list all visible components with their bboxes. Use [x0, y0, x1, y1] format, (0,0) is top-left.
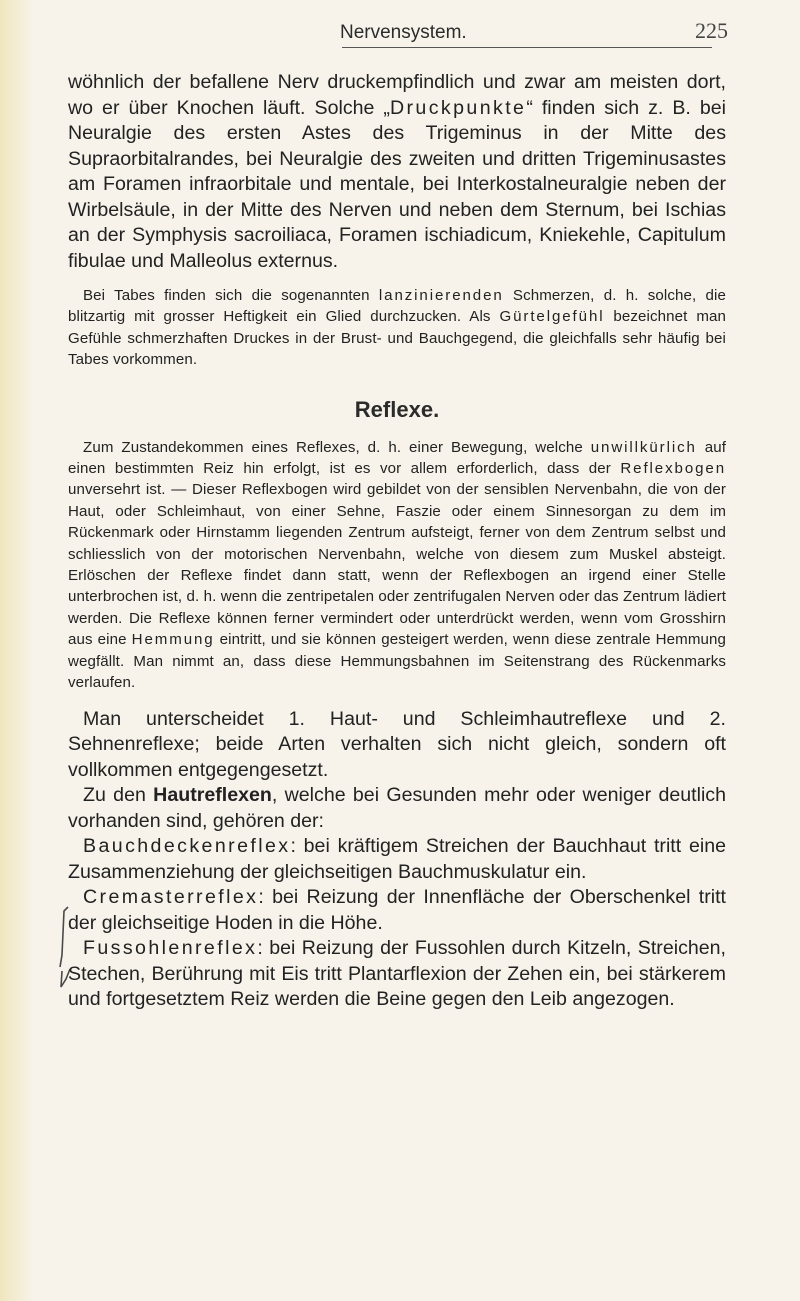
- paragraph-tabes: Bei Tabes finden sich die sogenannten lanzinierenden Schmerzen, d. h. solche, die blitzartig mit grosser Heftigkeit ein Glied durchzucken. Als Gürtelgefühl bezeichnet man Gefühle schmerzhaften Druckes in der Brust- und Bauchgegend, die gleichfalls sehr häufig bei Tabes vorkommen.: [68, 287, 726, 369]
- running-head: Nervensystem.: [340, 22, 467, 43]
- paragraph-fussohlenreflex: Fussohlenreflex: bei Reizung der Fussohlen durch Kitzeln, Streichen, Stechen, Berührung mit Eis tritt Plantarflexion der Zehen ein, bei stärkerem und fortgesetztem Reiz werden die Beine gegen den Leib angezogen.: [68, 937, 726, 1010]
- page-edge: [0, 0, 34, 1301]
- header-rule: [342, 47, 712, 48]
- term-hautreflexen: Hautreflexen: [153, 784, 272, 806]
- paragraph-druckpunkte: wöhnlich der befallene Nerv druckempfindlich und zwar am meisten dort, wo er über Knochen läuft. Solche „Druckpunkte“ finden sich z. B. bei Neuralgie des ersten Astes des Trigeminus in der Mitte des Supraorbitalrandes, bei Neuralgie des zweiten und dritten Trigeminusastes am Foramen infraorbitale und mentale, bei Interkostalneuralgie neben der Wirbelsäule, in der Mitte des Nerven und neben dem Sternum, bei Ischias an der Symphysis sacroiliaca, Foramen ischiadicum, Kniekehle, Capitulum fibulae und Malleolus externus.: [68, 71, 726, 272]
- term-bauchdeckenreflex: Bauchdeckenreflex: [83, 835, 291, 857]
- term-druckpunkte: Druckpunkte: [389, 96, 527, 119]
- term-reflexbogen: Reflexbogen: [620, 460, 726, 478]
- term-lanzinierenden: lanzinierenden: [378, 287, 504, 304]
- term-fussohlenreflex: Fussohlenreflex: [83, 937, 258, 959]
- paragraph-hautreflexe: Zu den Hautreflexen, welche bei Gesunden mehr oder weniger deutlich vorhanden sind, gehören der:: [68, 784, 726, 832]
- paragraph-bauchdeckenreflex: Bauchdeckenreflex: bei kräftigem Streichen der Bauchhaut tritt eine Zusammenziehung der gleichseitigen Bauchmuskulatur ein.: [68, 835, 726, 883]
- term-unwillkuerlich: unwillkürlich: [590, 438, 697, 456]
- page-number: 225: [695, 18, 728, 43]
- section-heading-reflexe: Reflexe.: [354, 396, 440, 422]
- paragraph-reflex-types: Man unterscheidet 1. Haut- und Schleimhautreflexe und 2. Sehnenreflexe; beide Arten verhalten sich nicht gleich, sondern oft vollkommen entgegengesetzt.: [68, 707, 726, 781]
- paragraph-cremasterreflex: Cremasterreflex: bei Reizung der Innenfläche der Oberschenkel tritt der gleichseitige Hoden in die Höhe.: [68, 886, 726, 934]
- term-cremasterreflex: Cremasterreflex: [83, 886, 259, 908]
- term-guertelgefuehl: Gürtelgefühl: [499, 308, 605, 326]
- term-hemmung: Hemmung: [131, 631, 215, 649]
- page-body: [68, 70, 726, 1013]
- paragraph-reflexbogen: Zum Zustandekommen eines Reflexes, d. h. einer Bewegung, welche unwillkürlich auf einen bestimmten Reiz hin erfolgt, ist es vor allem erforderlich, dass der Reflexbogen unversehrt ist. — Dieser Reflexbogen wird gebildet von der sensiblen Nervenbahn, die von der Haut, oder Schleimhaut, von einer Sehne, Faszie oder einem Sinnesorgan zu dem im Rückenmark oder Hirnstamm liegenden Zentrum aufsteigt, ferner von dem Zentrum selbst und schliesslich von der motorischen Nervenbahn, welche von diesem zum Muskel absteigt. Erlöschen der Reflexe findet dann statt, wenn der Reflexbogen an irgend einer Stelle unterbrochen ist, d. h. wenn die zentripetalen oder zentrifugalen Nerven oder das Zentrum lädiert werden. Die Reflexe können ferner vermindert oder unterdrückt werden, wenn vom Grosshirn aus eine Hemmung eintritt, und sie können gesteigert werden, wenn diese zentrale Hemmung wegfällt. Man nimmt an, dass diese Hemmungsbahnen im Seitenstrang des Rückenmarks verlaufen.: [68, 438, 726, 692]
